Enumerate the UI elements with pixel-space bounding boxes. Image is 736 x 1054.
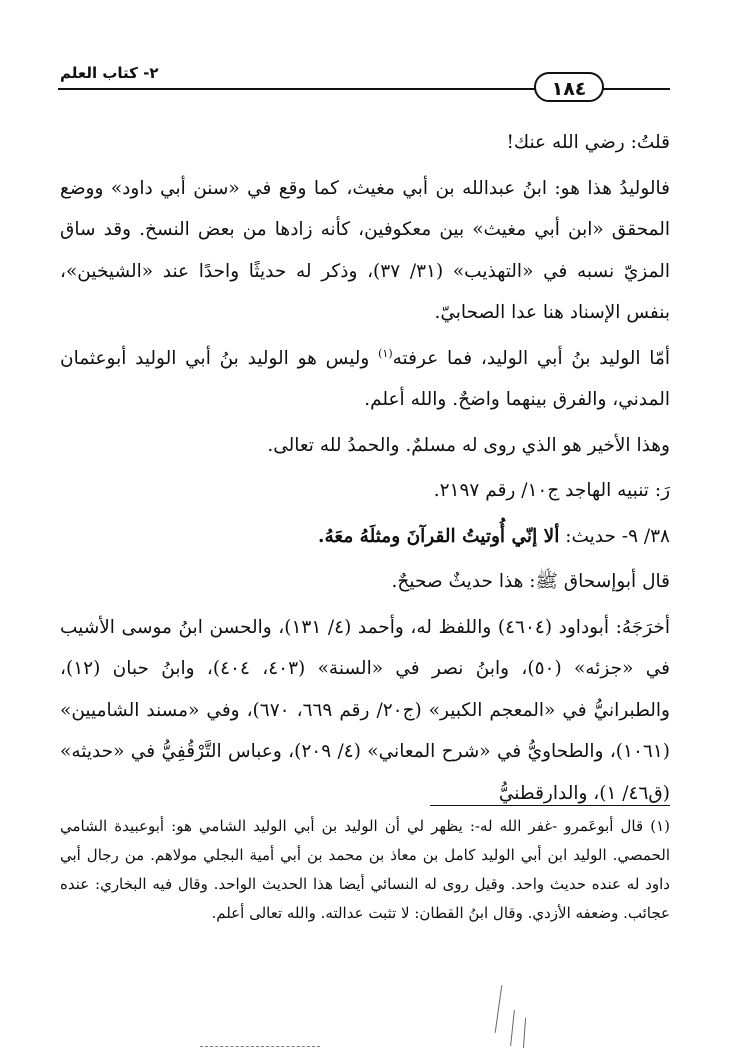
scan-artifact-line	[510, 1010, 515, 1046]
running-title: ٢- كتاب العلم	[60, 64, 159, 82]
scan-artifact-line	[495, 985, 503, 1033]
paragraph-remark: قلتُ: رضي الله عنك!	[506, 132, 670, 153]
hadith-heading	[60, 516, 670, 558]
footnote-1: (١) قال أبوعَمرو -غفر الله له-: يظهر لي أن الوليد بن أبي الوليد الشامي هو: أبوعبيدة الشامي الحمصي. الوليد ابن أبي الوليد كامل بن معاذ بن محمد بن أبي أمية البجلي مولاهم. من رجال أبي داود له عنده حديث واحد. وقيل روى له النسائي أيضا هذا الحديث الواحد. وقال فيه البخاري: عنده عجائب. وضعفه الأزدي. وقال ابنُ القطان: لا تثبت عدالته. والله تعالى أعلم.	[60, 817, 670, 922]
paragraph-reference: رَ: تنبيه الهاجد ج١٠/ رقم ٢١٩٧.	[433, 480, 670, 501]
paragraph-walid-unknown-end: وليس هو الوليد بنُ أبي الوليد أبوعثمان المدني، والفرق بينهما واضحٌ. والله أعلم.	[60, 347, 670, 410]
scan-artifact-line	[523, 1018, 526, 1048]
paragraph-takhrij: أخرَجَهُ: أبوداود (٤٦٠٤) واللفظ له، وأحمد (٤/ ١٣١)، والحسن ابنُ موسى الأشيب في «جزئه» (٥٠)، وابنُ نصر في «السنة» (٤٠٣، ٤٠٤)، وابنُ حبان (١٢)، والطبرانيُّ في «المعجم الكبير» (ج٢٠/ رقم ٦٦٩، ٦٧٠)، وفي «مسند الشاميين» (١٠٦١)، والطحاويُّ في «شرح المعاني» (٤/ ٢٠٩)، وعباس التَّرْقُفِيُّ في «حديثه» (ق٤٦/ ١)، والدارقطنيُّ	[60, 616, 670, 804]
paragraph-walid-identity: فالوليدُ هذا هو: ابنُ عبدالله بن أبي مغيث، كما وقع في «سنن أبي داود» ووضع المحقق «ابن أبي مغيث» بين معكوفين، كأنه زادها من بعض النسخ. وقد ساق المزيّ نسبه في «التهذيب» (٣١/ ٣٧)، وذكر له حديثًا واحدًا عند «الشيخين»، بنفس الإسناد هنا عدا الصحابيّ.	[60, 177, 671, 323]
paragraph-grading: قال أبوإسحاق ﷺ: هذا حديثٌ صحيحٌ.	[391, 571, 670, 592]
paragraph-walid-unknown-start: أمّا الوليد بنُ أبي الوليد، فما عرفته	[392, 347, 670, 369]
page-header	[58, 58, 670, 108]
footnote-separator	[430, 805, 670, 806]
scan-artifact-bottom	[200, 1046, 320, 1047]
page-number-badge: ١٨٤	[534, 72, 604, 102]
paragraph-muslim-note: وهذا الأخير هو الذي روى له مسلمٌ. والحمدُ لله تعالى.	[267, 434, 670, 456]
main-text	[60, 122, 670, 814]
hadith-text: ألا إنّي أُوتيتُ القرآنَ ومثلَهُ معَهُ.	[318, 525, 560, 547]
paragraph-walid-unknown	[60, 338, 670, 421]
footnote-reference: (١)	[378, 346, 393, 360]
footnotes-section	[60, 812, 670, 928]
hadith-number-label: ٣٨/ ٩- حديث:	[559, 525, 670, 547]
